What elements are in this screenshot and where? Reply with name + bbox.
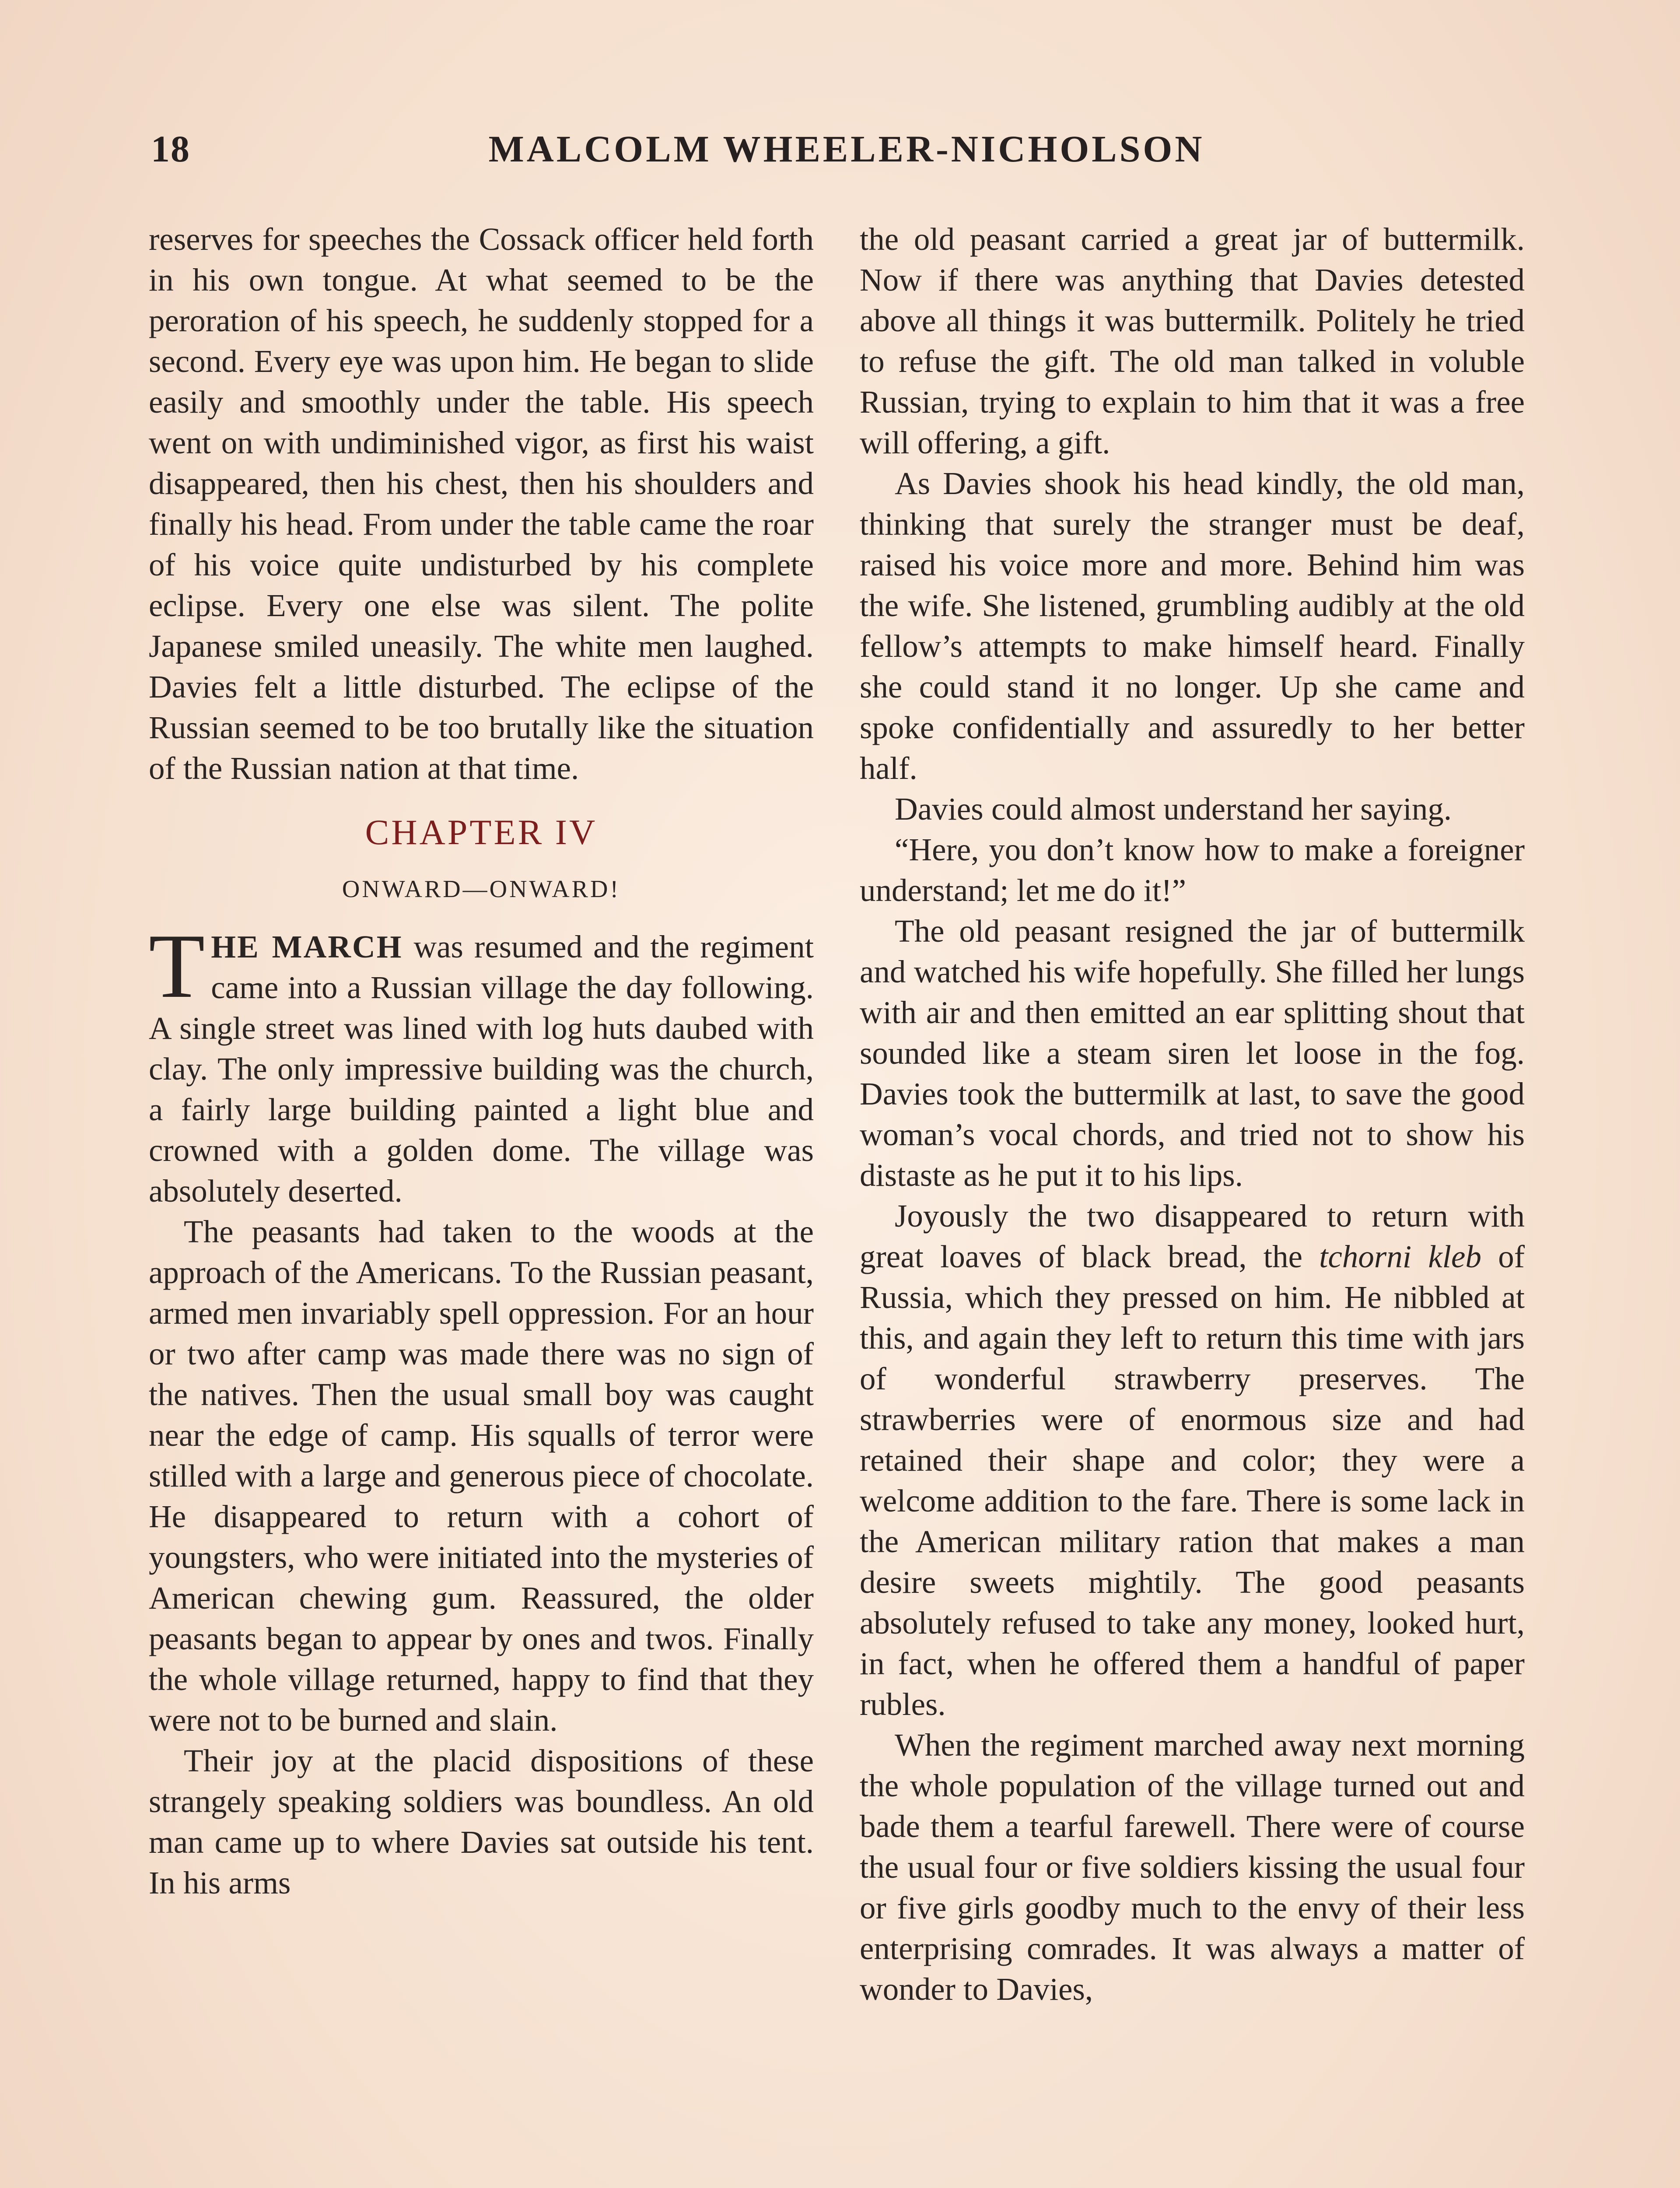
paragraph: The old peasant resigned the jar of buttermilk and watched his wife hopefully. She filled her lungs with air and then emitted an ear splitting shout that sounded like a steam siren let loose in the fog. Davies took the buttermilk at last, to save the good woman’s vocal chords, and tried not to show his distaste as he put it to his lips. <box>860 913 1525 1193</box>
paragraph: Their joy at the placid dispositions of these strangely speaking soldiers was boundless. An old man came up to where Davies sat outside his tent. In his arms <box>149 1743 814 1900</box>
page-header <box>151 127 1542 179</box>
paragraph: “Here, you don’t know how to make a foreigner understand; let me do it!” <box>860 832 1525 908</box>
italic-phrase: tchorni kleb <box>1319 1239 1481 1274</box>
paragraph: reserves for speeches the Cossack officer held forth in his own tongue. At what seemed to be the peroration of his speech, he suddenly stopped for a second. Every eye was upon him. He began to slide easily and smoothly under the table. His speech went on with undiminished vigor, as first his waist disappeared, then his chest, then his shoulders and finally his head. From under the table came the roar of his voice quite undisturbed by his complete eclipse. Every one else was silent. The polite Japanese smiled uneasily. The white men laughed. Davies felt a little disturbed. The eclipse of the Russian seemed to be too brutally like the situation of the Russian nation at that time. <box>149 221 814 786</box>
chapter-title: CHAPTER IV <box>365 812 598 852</box>
right-column <box>860 219 1525 2009</box>
opening-words: HE MARCH <box>211 929 403 964</box>
running-head: MALCOLM WHEELER-NICHOLSON <box>488 128 1205 170</box>
left-column <box>149 219 814 1903</box>
text-run: Joyously the two disappeared to return with great loaves of black bread, the <box>860 1198 1525 1274</box>
paragraph: the old peasant carried a great jar of buttermilk. Now if there was anything that Davies detested above all things it was buttermilk. Politely he tried to refuse the gift. The old man talked in voluble Russian, trying to explain to him that it was a free will offering, a gift. <box>860 221 1525 460</box>
page-number: 18 <box>151 128 190 170</box>
opening-paragraph <box>149 915 814 1211</box>
paragraph: The peasants had taken to the woods at the approach of the Americans. To the Russian peasant, armed men invariably spell oppression. For an hour or two after camp was made there was no sign of the natives. Then the usual small boy was caught near the edge of camp. His squalls of terror were stilled with a large and generous piece of chocolate. He disappeared to return with a cohort of youngsters, who were initiated into the mysteries of American chewing gum. Reassured, the older peasants began to appear by ones and twos. Finally the whole village returned, happy to find that they were not to be burned and slain. <box>149 1214 814 1738</box>
drop-cap: T <box>149 915 205 1017</box>
chapter-subtitle: ONWARD—ONWARD! <box>342 876 621 903</box>
opening-text: was resumed and the regiment came into a Russian village the day following. A single street was lined with log huts daubed with clay. The only impressive building was the church, a fairly large building painted a light blue and crowned with a golden dome. The village was absolutely deserted. <box>149 929 814 1209</box>
paragraph <box>860 1196 1525 1725</box>
paragraph: Davies could almost understand her saying. <box>895 791 1452 827</box>
paragraph: When the regiment marched away next morning the whole population of the village turned out and bade them a tearful farewell. There were of course the usual four or five soldiers kissing the usual four or five girls goodby much to the envy of their less enterprising comrades. It was always a matter of wonder to Davies, <box>860 1727 1525 2007</box>
paragraph: As Davies shook his head kindly, the old man, thinking that surely the stranger must be deaf, raised his voice more and more. Behind him was the wife. She listened, grumbling audibly at the old fellow’s attempts to make himself heard. Finally she could stand it no longer. Up she came and spoke confidentially and assuredly to her better half. <box>860 466 1525 786</box>
text-run: of Russia, which they pressed on him. He nibbled at this, and again they left to return this time with jars of wonderful strawberry preserves. The strawberries were of enormous size and had retained their shape and color; they were a welcome addition to the fare. There is some lack in the American military ration that makes a man desire sweets mightily. The good peasants absolutely refused to take any money, looked hurt, in fact, when he offered them a handful of paper rubles. <box>860 1239 1525 1722</box>
